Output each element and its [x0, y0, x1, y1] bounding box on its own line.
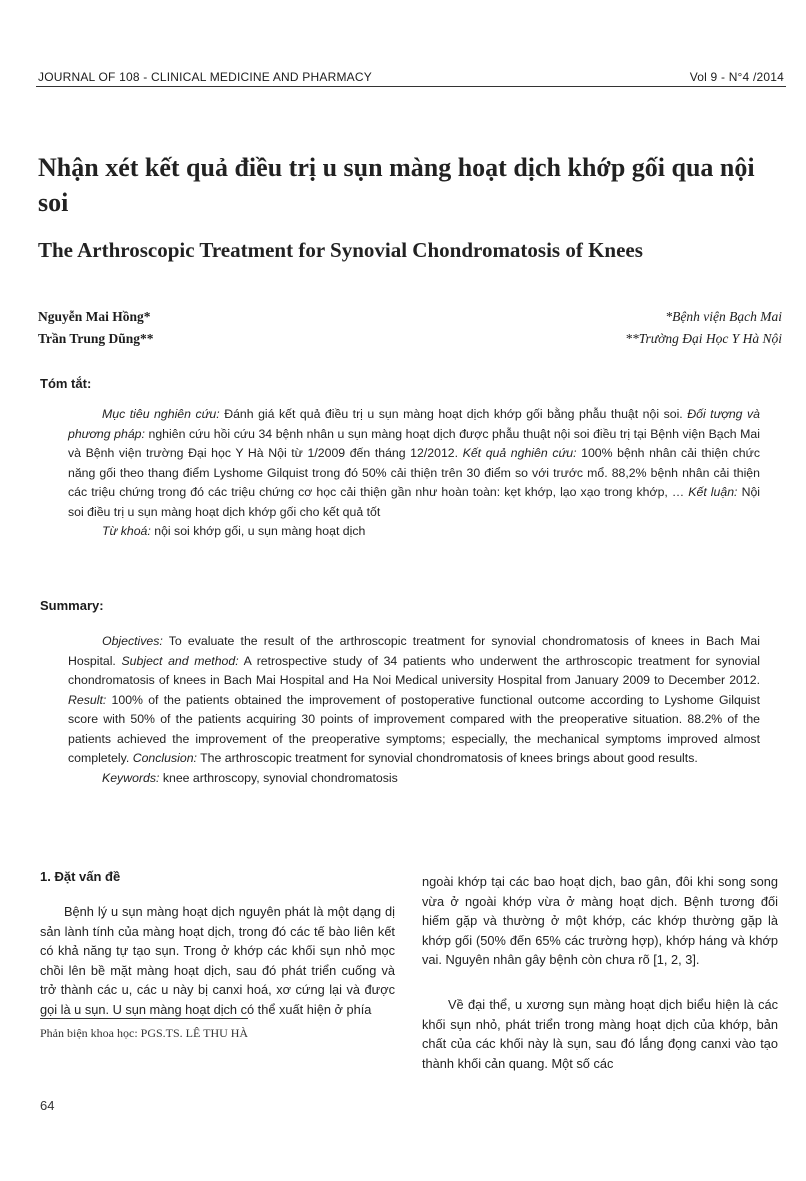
section-1-heading: 1. Đặt vấn đề [40, 869, 121, 884]
summary-abstract [68, 632, 760, 788]
tomtat-heading: Tóm tắt: [40, 376, 92, 391]
page-number: 64 [40, 1098, 55, 1113]
summary-method-label: Subject and method: [121, 653, 239, 668]
tomtat-method-label: Đối tượng và phương pháp: [68, 407, 760, 441]
summary-conclusion-text: The arthroscopic treatment for synovial chondromatosis of knees brings about good results. [200, 751, 698, 765]
summary-keywords-text: knee arthroscopy, synovial chondromatosis [162, 770, 398, 785]
summary-objective-text: To evaluate the result of the arthroscopic treatment for synovial chondromatosis of knees in Bach Mai Hospital. [68, 634, 760, 668]
summary-result-text: 100% of the patients obtained the improvement of postoperative functional outcome according to Lyshome Gilquist score with 50% of the patients acquiring 30 points of improvement compared with the preoperative situation. 88.2% of the patients achieved the improvement of the preoperative symptoms; especially, the mechanical symptoms improved almost completely. [68, 692, 760, 765]
affiliation-2: **Trường Đại Học Y Hà Nội [625, 331, 782, 346]
tomtat-conclusion-label: Kết luận: [688, 485, 738, 499]
affiliation-list [625, 306, 782, 350]
section-1-right-paragraph-1: ngoài khớp tại các bao hoạt dịch, bao gân, đôi khi song song vừa ở ngoài khớp vừa ở màng hoạt dịch. Bệnh tương đối hiếm gặp và thường ở một khớp, các khớp thường gặp là khớp gối (50% đến 65% các trường hợp), khớp háng và khớp vai. Nguyên nhân gây bệnh còn chưa rõ [1, 2, 3]. [422, 874, 778, 968]
tomtat-keywords-label: Từ khoá: [102, 524, 151, 538]
section-1-left-paragraph: Bệnh lý u sụn màng hoạt dịch nguyên phát là một dạng dị sản lành tính của màng hoạt dịch, trong đó các tế bào liên kết có khả năng tự tạo sụn. Trong ở khớp các khối sụn nhỏ mọc chồi lên bề mặt màng hoạt dịch, sau đó phát triển cuống và trở thành các u, các u này bị canxi hoá, xơ cứng lại và được gọi là u sụn. U sụn màng hoạt dịch có thể xuất hiện ở phía [40, 904, 395, 1017]
tomtat-result-text: 100% bệnh nhân cải thiện chức năng gối theo thang điểm Lyshome Gilquist trong đó 50% cải thiện trên 30 điểm so với trước mổ. 88,2% bệnh nhân cải thiện các triệu chứng trong đó các triệu chứng cơ học cải thiện gần như hoàn toàn: kẹt khớp, lạo xạo trong khớp, … [68, 446, 760, 499]
tomtat-objective-label: Mục tiêu nghiên cứu: [102, 407, 220, 421]
tomtat-result-label: Kết quả nghiên cứu: [462, 446, 577, 460]
reviewer-footnote: Phản biện khoa học: PGS.TS. LÊ THU HÀ [40, 1026, 249, 1040]
journal-name: JOURNAL OF 108 - CLINICAL MEDICINE AND PHARMACY [38, 70, 372, 84]
tomtat-keywords-text: nội soi khớp gối, u sụn màng hoạt dịch [154, 524, 366, 538]
summary-objective-label: Objectives: [102, 634, 163, 648]
summary-keywords-label: Keywords: [102, 770, 160, 785]
tomtat-method-text: nghiên cứu hồi cứu 34 bệnh nhân u sụn màng hoạt dịch được phẫu thuật nội soi điều trị tại Bệnh viện Bạch Mai và Bệnh viện trường Đại học Y Hà Nội từ 1/2009 đến tháng 12/2012. [68, 426, 760, 460]
tomtat-objective-text: Đánh giá kết quả điều trị u sụn màng hoạt dịch khớp gối bằng phẫu thuật nội soi. [224, 407, 683, 421]
footnote-divider [40, 1018, 248, 1019]
summary-conclusion-label: Conclusion: [132, 751, 197, 765]
section-1-right-paragraph-2: Về đại thể, u xương sụn màng hoạt dịch biểu hiện là các khối sụn nhỏ, phát triển trong màng hoạt dịch của khớp, bản chất của các khối này là sụn, sau đó lắng đọng canxi vào tạo thành khối cản quang. Một số các [422, 997, 778, 1071]
author-1: Nguyễn Mai Hồng* [38, 309, 151, 324]
affiliation-1: *Bệnh viện Bạch Mai [665, 309, 782, 324]
author-list [38, 306, 154, 350]
title-vietnamese: Nhận xét kết quả điều trị u sụn màng hoạt dịch khớp gối qua nội soi [38, 153, 755, 217]
summary-result-label: Result: [68, 692, 107, 707]
summary-method-text: A retrospective study of 34 patients who underwent the arthroscopic treatment for synovial chondromatosis of knees in Bach Mai Hospital and Ha Noi Medical university Hospital from January 2009 to December 2012. [68, 653, 760, 687]
summary-heading: Summary: [40, 598, 104, 613]
tomtat-conclusion-text: Nội soi điều trị u sụn màng hoạt dịch khớp gối cho kết quả tốt [68, 485, 761, 519]
author-2: Trần Trung Dũng** [38, 331, 154, 346]
issue-label: Vol 9 - N°4 /2014 [689, 70, 784, 84]
header-divider [36, 86, 786, 87]
title-english: The Arthroscopic Treatment for Synovial Chondromatosis of Knees [38, 238, 643, 262]
tomtat-abstract [68, 405, 760, 542]
